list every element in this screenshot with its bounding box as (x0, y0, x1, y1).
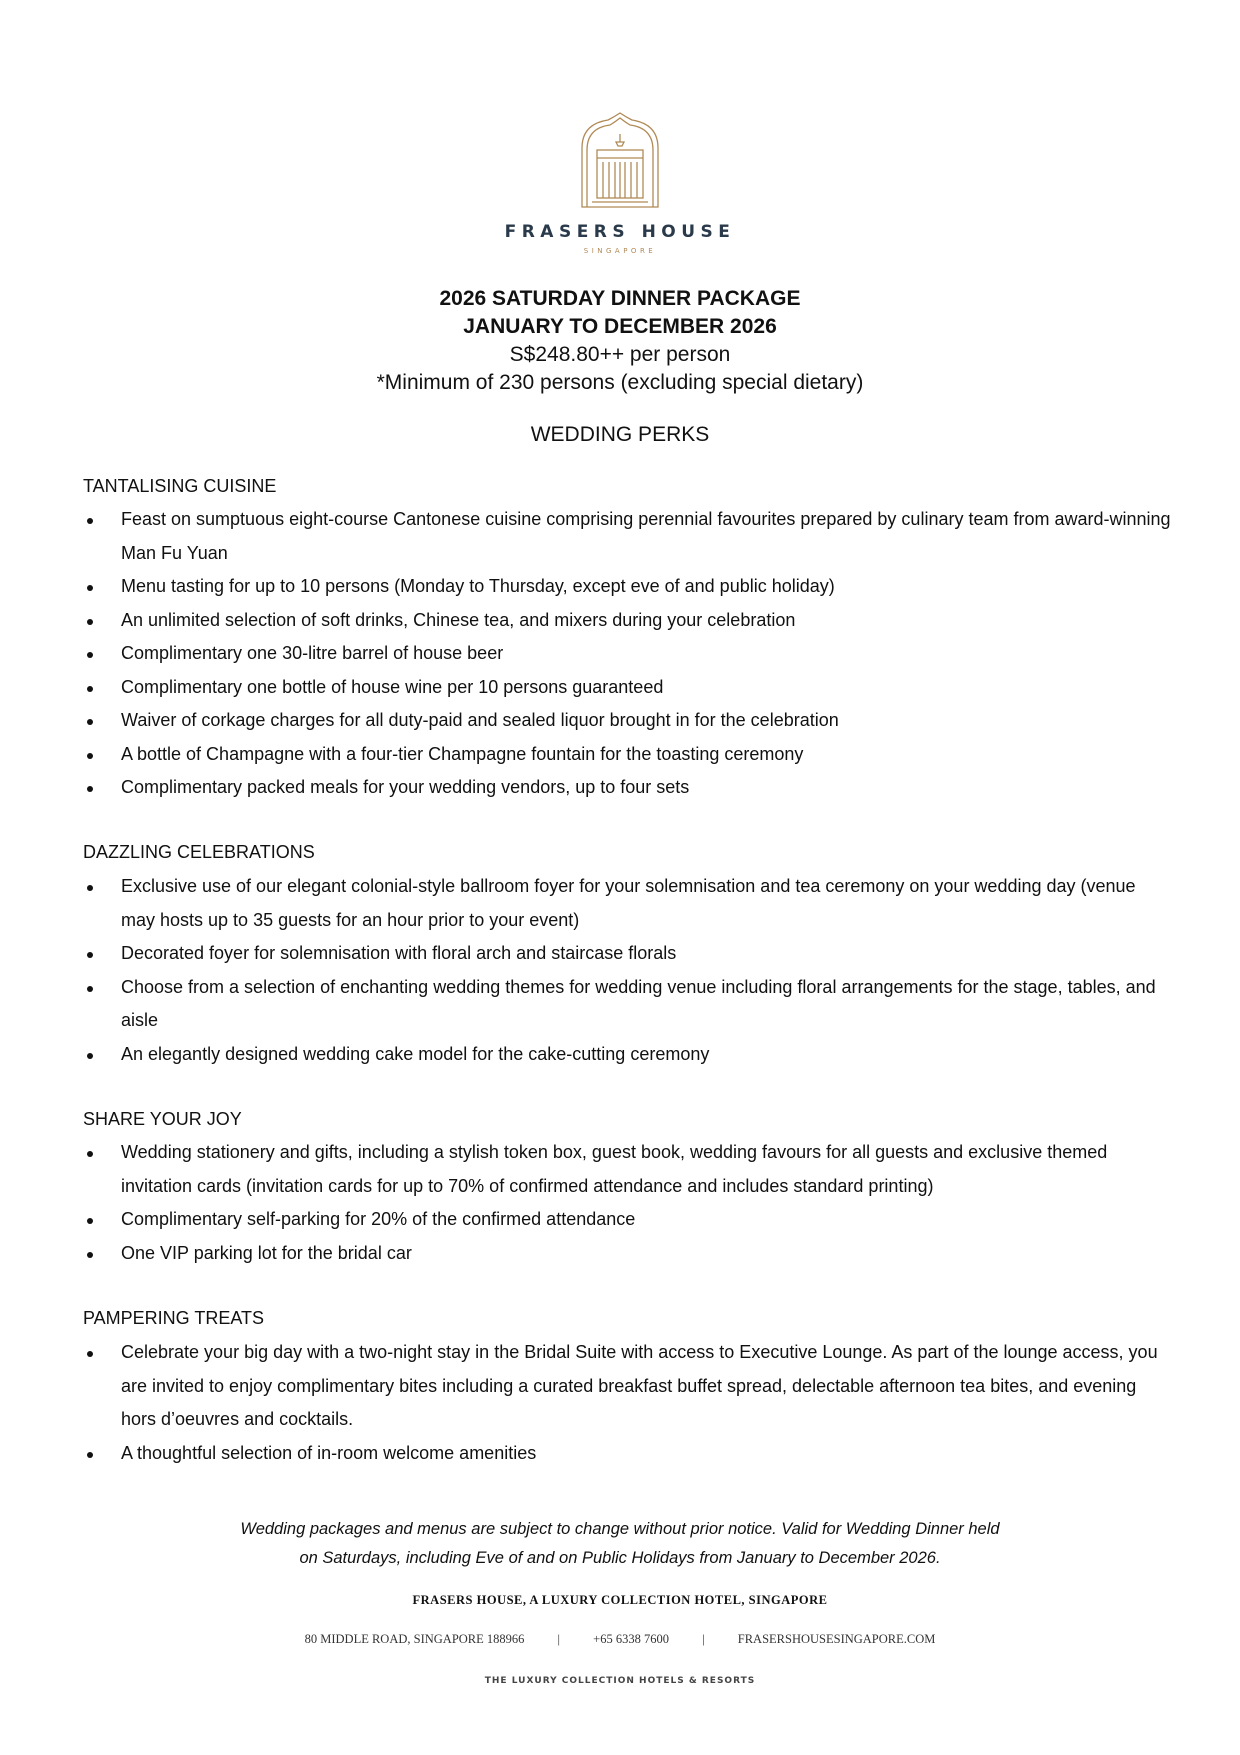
package-period: JANUARY TO DECEMBER 2026 (463, 315, 777, 338)
list-item: Feast on sumptuous eight-course Cantonese cuisine comprising perennial favourites prepared by culinary team from award-winning Man Fu Yuan (83, 503, 1173, 570)
footer-separator: | (557, 1632, 561, 1646)
footer-note-line-1: Wedding packages and menus are subject to change without prior notice. Valid for Wedding Dinner held (240, 1520, 1000, 1538)
package-title: 2026 SATURDAY DINNER PACKAGE (439, 287, 801, 310)
cuisine-list (83, 503, 1173, 805)
minimum-guests-note: *Minimum of 230 persons (excluding special dietary) (376, 371, 864, 394)
list-item: An elegantly designed wedding cake model for the cake-cutting ceremony (83, 1038, 1173, 1072)
list-item: Waiver of corkage charges for all duty-paid and sealed liquor brought in for the celebration (83, 704, 1173, 738)
list-item: One VIP parking lot for the bridal car (83, 1237, 1173, 1271)
list-item: Complimentary one bottle of house wine per 10 persons guaranteed (83, 671, 1173, 705)
package-price: S$248.80++ per person (509, 343, 731, 366)
list-item: Decorated foyer for solemnisation with floral arch and staircase florals (83, 937, 1173, 971)
footer-address: 80 MIDDLE ROAD, SINGAPORE 188966 (304, 1632, 525, 1646)
footer-website: FRASERSHOUSESINGAPORE.COM (737, 1632, 936, 1646)
wedding-perks-heading: WEDDING PERKS (530, 423, 710, 446)
footer-phone: +65 6338 7600 (593, 1632, 669, 1646)
list-item: Exclusive use of our elegant colonial-style ballroom foyer for your solemnisation and tea ceremony on your wedding day (venue may hosts up to 35 guests for an hour prior to your event) (83, 870, 1173, 937)
section-title-share-your-joy: SHARE YOUR JOY (83, 1109, 242, 1129)
list-item: Menu tasting for up to 10 persons (Monday to Thursday, except eve of and public holiday) (83, 570, 1173, 604)
section-title-pampering-treats: PAMPERING TREATS (83, 1308, 265, 1328)
footer-separator: | (702, 1632, 705, 1646)
list-item: Celebrate your big day with a two-night stay in the Bridal Suite with access to Executive Lounge. As part of the lounge access, you are invited to enjoy complimentary bites including a curated breakfast buffet spread, delectable afternoon tea bites, and evening hors d’oeuvres and cocktails. (83, 1336, 1173, 1437)
share-joy-list (83, 1136, 1173, 1270)
list-item: Choose from a selection of enchanting wedding themes for wedding venue including floral arrangements for the stage, tables, and aisle (83, 971, 1173, 1038)
footer-collection-name: THE LUXURY COLLECTION HOTELS & RESORTS (484, 1676, 756, 1686)
celebrations-list (83, 870, 1173, 1071)
list-item: An unlimited selection of soft drinks, Chinese tea, and mixers during your celebration (83, 604, 1173, 638)
footer-note-line-2: on Saturdays, including Eve of and on Public Holidays from January to December 2026. (299, 1549, 941, 1567)
list-item: Complimentary one 30-litre barrel of house beer (83, 637, 1173, 671)
footer-hotel-name: FRASERS HOUSE, A LUXURY COLLECTION HOTEL, SINGAPORE (412, 1593, 828, 1607)
list-item: Complimentary self-parking for 20% of the confirmed attendance (83, 1203, 1173, 1237)
brand-location: SINGAPORE (583, 247, 657, 255)
footer-contact (0, 1632, 1240, 1647)
list-item: A bottle of Champagne with a four-tier Champagne fountain for the toasting ceremony (83, 738, 1173, 772)
brand-name: FRASERS HOUSE (504, 222, 736, 242)
list-item: Complimentary packed meals for your wedding vendors, up to four sets (83, 771, 1173, 805)
pampering-list (83, 1336, 1173, 1470)
arched-window-logo-icon (580, 112, 660, 208)
section-title-dazzling-celebrations: DAZZLING CELEBRATIONS (83, 842, 315, 862)
list-item: A thoughtful selection of in-room welcome amenities (83, 1437, 1173, 1471)
list-item: Wedding stationery and gifts, including a stylish token box, guest book, wedding favours for all guests and exclusive themed invitation cards (invitation cards for up to 70% of confirmed attendance and includes standard printing) (83, 1136, 1173, 1203)
section-title-tantalising-cuisine: TANTALISING CUISINE (83, 476, 277, 496)
